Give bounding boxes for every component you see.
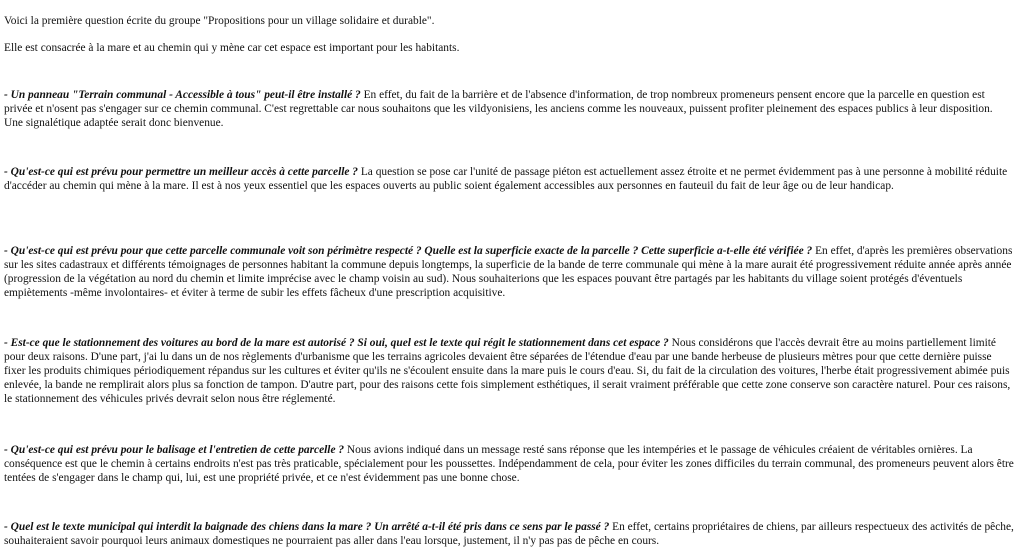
question-body: En effet, du fait de la barrière et de l'absence d'information, de trop nombreux promeneurs pensent encore que la parcelle en question est privée et n'osent pas s'engager sur ce chemin communal. C'est regrettable car nous souhaitons que les vildyonisiens, les anciens comme les nouveaux, puissent profiter pleinement des espaces publics à leur disposition. Une signalétique adaptée serait donc bienvenue.	[4, 89, 993, 129]
intro-paragraph: Elle est consacrée à la mare et au chemin qui y mène car cet espace est important pour les habitants.	[4, 42, 460, 54]
question-body: Nous considérons que l'accès devrait être au moins partiellement limité pour deux raisons. D'une part, j'ai lu dans un de nos règlements d'urbanisme que les terrains agricoles devaient être séparées de l'étendue d'eau par une bande herbeuse de plusieurs mètres pour que cette dernière puisse fixer les produits chimiques périodiquement répandus sur les cultures et éviter qu'ils ne s'écoulent ensuite dans la mare puis le cours d'eau. Si, du fait de la circulation des voitures, l'herbe était progressivement abimée puis enlevée, la bande ne remplirait alors plus sa fonction de tampon. D'autre part, pour des raisons cette fois simplement esthétiques, il serait vraiment préférable que cette zone conserve son caractère naturel. Pour ces raisons, le stationnement des véhicules privés devrait selon nous être réglementé.	[4, 337, 1011, 405]
question-heading: - Quel est le texte municipal qui interdit la baignade des chiens dans la mare ? Un arrêté a-t-il été pris dans ce sens par le passé ?	[4, 521, 610, 533]
question-paragraph	[4, 89, 1014, 131]
question-heading: - Qu'est-ce qui est prévu pour le balisage et l'entretien de cette parcelle ?	[4, 444, 345, 456]
question-paragraph	[4, 166, 1014, 194]
question-heading: - Qu'est-ce qui est prévu pour permettre un meilleur accès à cette parcelle ?	[4, 166, 358, 178]
question-body: En effet, d'après les premières observations sur les sites cadastraux et différents témoignages de personnes habitant la commune depuis longtemps, la superficie de la bande de terre communale qui mène à la mare aurait été progressivement réduite année après année (progression de la végétation au nord du chemin et limite imprécise avec le champ voisin au sud). Nous souhaiterions que les espaces pouvant être partagés par les habitants du village soient protégés d'éventuels empiètements -même involontaires- et éviter à terme de subir les effets fâcheux d'une prescription acquisitive.	[4, 245, 1013, 299]
question-heading: - Est-ce que le stationnement des voitures au bord de la mare est autorisé ? Si oui, quel est le texte qui régit le stationnement dans cet espace ?	[4, 337, 669, 349]
question-paragraph	[4, 245, 1014, 301]
question-body: En effet, certains propriétaires de chiens, par ailleurs respectueux des activités de pêche, souhaiteraient savoir pourquoi leurs animaux domestiques ne pourraient pas aller dans l'eau lorsque, justement, il n'y pas pas de pêche en cours.	[4, 521, 1014, 547]
question-heading: - Un panneau "Terrain communal - Accessible à tous" peut-il être installé ?	[4, 89, 361, 101]
question-paragraph	[4, 337, 1014, 407]
question-body: La question se pose car l'unité de passage piéton est actuellement assez étroite et ne permet évidemment pas à une personne à mobilité réduite d'accéder au chemin qui mène à la mare. Il est à nos yeux essentiel que les espaces ouverts au public soient également accessibles aux personnes en fauteuil du fait de leur âge ou de leur handicap.	[4, 166, 1008, 192]
question-paragraph	[4, 521, 1014, 549]
intro-paragraph: Voici la première question écrite du groupe "Propositions pour un village solidaire et durable".	[4, 15, 435, 27]
question-paragraph	[4, 444, 1014, 486]
question-body: Nous avions indiqué dans un message resté sans réponse que les intempéries et le passage de véhicules créaient de véritables ornières. La conséquence est que le chemin à certains endroits n'est pas très praticable, spécialement pour les poussettes. Indépendamment de cela, pour éviter les zones difficiles du terrain communal, des promeneurs peuvent alors être tentées de s'engager dans le champ qui, lui, est une propriété privée, et ce n'est évidemment pas une bonne chose.	[4, 444, 1014, 484]
question-heading: - Qu'est-ce qui est prévu pour que cette parcelle communale voit son périmètre respecté ? Quelle est la superficie exacte de la parcelle ? Cette superficie a-t-elle été vérifiée ?	[4, 245, 813, 257]
